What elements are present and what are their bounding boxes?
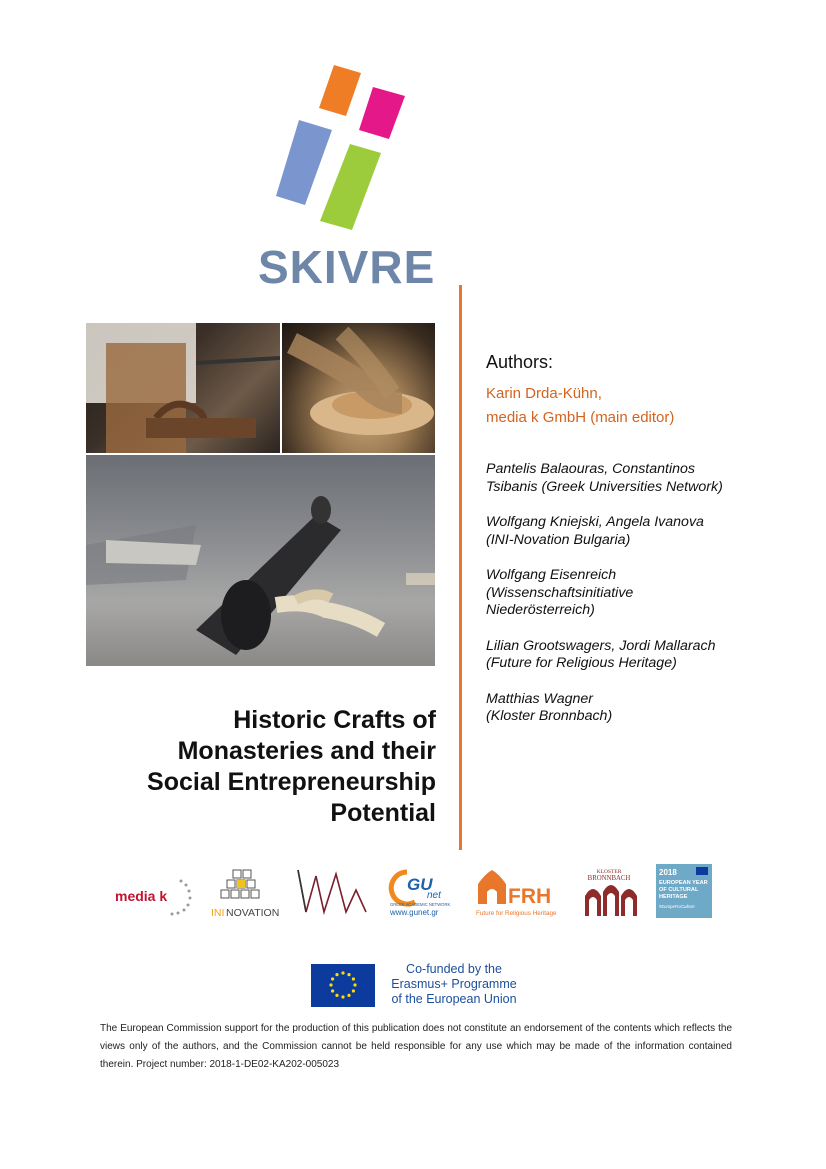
document-title bbox=[76, 705, 436, 829]
photo-blacksmith bbox=[86, 323, 280, 453]
ini-novation-logo bbox=[209, 866, 284, 921]
kloster-bronnbach-logo bbox=[577, 866, 642, 918]
media-k-logo bbox=[115, 873, 195, 918]
title-line: Social Entrepreneurship bbox=[147, 768, 436, 796]
eu-cofunding-text bbox=[384, 962, 524, 1007]
eych-line: EUROPEAN YEAR bbox=[659, 880, 708, 886]
author-entry bbox=[486, 514, 796, 549]
ini-text: INI bbox=[211, 907, 225, 919]
logo-blue-block bbox=[276, 120, 332, 205]
novation-text: NOVATION bbox=[226, 907, 280, 919]
author-entry bbox=[486, 567, 796, 620]
eu-flag bbox=[311, 964, 375, 1007]
kloster-text: KLOSTER bbox=[596, 869, 622, 875]
eych-line: HERITAGE bbox=[659, 894, 688, 900]
main-editor bbox=[486, 382, 674, 430]
author-line: Wolfgang Kniejski, Angela Ivanova bbox=[486, 514, 704, 530]
author-line: Lilian Grootswagers, Jordi Mallarach bbox=[486, 637, 716, 654]
frh-subtitle: Future for Religious Heritage bbox=[476, 910, 557, 917]
author-line: (INI-Novation Bulgaria) bbox=[486, 531, 631, 548]
gunet-net-text: net bbox=[427, 890, 441, 901]
media-k-text: media k bbox=[115, 888, 168, 904]
author-line: Pantelis Balaouras, Constantinos bbox=[486, 461, 695, 477]
photo-hand-plane bbox=[86, 455, 435, 666]
title-line: Historic Crafts of bbox=[233, 706, 436, 734]
eych-hashtag: #EuropeForCulture bbox=[659, 904, 695, 909]
author-list bbox=[486, 461, 796, 744]
eu-line: Co-funded by the bbox=[406, 962, 502, 976]
eu-line: Erasmus+ Programme bbox=[391, 977, 517, 991]
eych-year: 2018 bbox=[659, 868, 677, 877]
photo-pottery bbox=[282, 323, 435, 453]
author-line: Tsibanis (Greek Universities Network) bbox=[486, 478, 723, 495]
frh-text: FRH bbox=[508, 885, 552, 908]
logo-magenta-block bbox=[359, 87, 405, 139]
frh-logo bbox=[474, 870, 564, 918]
bronnbach-text: BRONNBACH bbox=[587, 875, 631, 882]
european-year-cultural-heritage-logo bbox=[656, 864, 712, 918]
author-entry bbox=[486, 691, 796, 726]
title-line: Potential bbox=[330, 799, 436, 827]
gunet-url: www.gunet.gr bbox=[390, 908, 439, 917]
wissenschaftsinitiative-logo bbox=[296, 866, 370, 918]
author-entry bbox=[486, 461, 796, 496]
main-editor-line: Karin Drda-Kühn, bbox=[486, 385, 602, 402]
gunet-subtitle: GREEK ACADEMIC NETWORK bbox=[390, 902, 451, 907]
eu-line: of the European Union bbox=[391, 992, 517, 1006]
logo-green-block bbox=[320, 144, 381, 230]
logo-orange-block bbox=[319, 65, 361, 116]
author-line: (Future for Religious Heritage) bbox=[486, 655, 677, 671]
main-editor-line: media k GmbH (main editor) bbox=[486, 409, 675, 426]
vertical-divider bbox=[459, 285, 462, 850]
author-line: (Kloster Bronnbach) bbox=[486, 708, 613, 724]
gunet-logo bbox=[387, 866, 455, 918]
gunet-main-text: GU bbox=[407, 875, 433, 894]
logo-wordmark: SKIVRE bbox=[258, 241, 436, 293]
author-entry bbox=[486, 638, 796, 673]
author-line: Wolfgang Eisenreich bbox=[486, 567, 617, 583]
author-line: (Wissenschaftsinitiative bbox=[486, 584, 634, 601]
authors-heading: Authors: bbox=[486, 352, 554, 372]
eych-line: OF CULTURAL bbox=[659, 887, 699, 893]
title-line: Monasteries and their bbox=[177, 737, 436, 765]
author-line: Niederösterreich) bbox=[486, 602, 595, 618]
author-line: Matthias Wagner bbox=[486, 690, 593, 707]
disclaimer: The European Commission support for the production of this publication does not constitute an endorsement of the contents which reflects the views only of the authors, and the Commission cannot be held responsible for any use which may be made of the information contained therein. Project number: 2018-1-DE02-KA202-005023 bbox=[100, 1023, 732, 1070]
